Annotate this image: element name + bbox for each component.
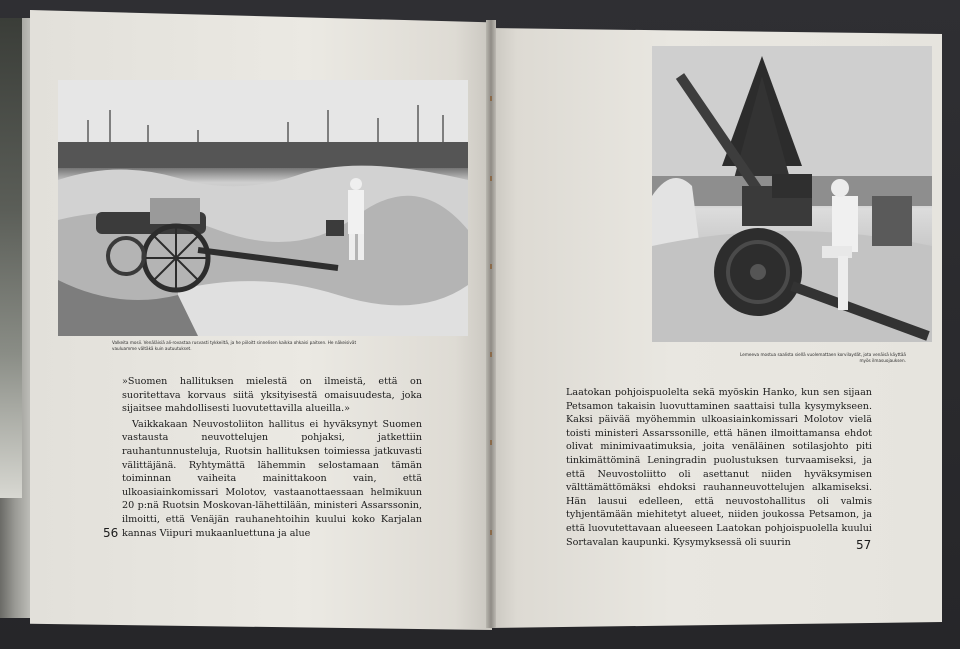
paragraph: »Suomen hallituksen mielestä on ilmeistä, että on suoritettava korvaus siitä yksityisestä omaisuudesta, joka sijaitsee mahdollisesti luovutettavilla alueilla.» <box>122 376 422 415</box>
paragraph: Vaikkakaan Neuvostoliiton hallitus ei hyväksynyt Suomen vastausta neuvottelujen pohjaksi, jatkettiin rauhantunnusteluja, Ruotsin hallituksen toimiessa jatkuvasti välittäjänä. Ryhtymättä lähemmin selostamaan tämän toiminnan vaiheita mainittakoon vain, että ulkoasiainkomissari Molotov, vastaanottaessaan helmikuun 20 p:nä Ruotsin Moskovan-lähettilään, ministeri Assarssonin, ilmoitti, että Venäjän rauhanehtoihin kuului koko Karjalan kannas Viipuri mukaanluettuna ja alue <box>122 418 422 539</box>
field-gun-illustration <box>58 80 468 336</box>
photo-caption: Valkeita mosii. Venäläisiä ali-rovastaa rusvasti tykkeiltä, ja he piiloitt sinnelisen kaikka ohkaisi paitsen. He näkeisivät vauluamme vältäkä kuin autuutukset. <box>112 340 357 351</box>
paragraph: Laatokan pohjoispuolelta sekä myöskin Hanko, kun sen sijaan Petsamon takaisin luovuttaminen saattaisi tulla kysymykseen. Kaksi päivää myöhemmin ulkoasiainkomissari Molotov vielä toisti ministeri Assarssonille, että hänen ilmoittamansa ehdot olivat minimivaatimuksia, joita venäläinen sotilasjohto piti tinkimättöminä Leningradin puolustuksen turvaamiseksi, ja että Neuvostoliitto oli asettanut niiden hyväksymisen välttämättömäksi ehdoksi rauhanneuvottelujen alkamiseksi. Hän lausui edelleen, että neuvostohallitus oli valmis tyhjentämään miehitetyt alueet, niiden joukossa Petsamon, ja että luovutettavaan alueeseen Laatokan pohjoispuolella kuului Sortavalan kaupunki. Kysymyksessä oli suurin <box>566 387 872 548</box>
binding-stitch <box>490 264 492 269</box>
howitzer-illustration <box>652 46 932 342</box>
underlying-photo-edge <box>0 18 22 498</box>
page-number: 57 <box>856 538 872 552</box>
binding-stitch <box>490 352 492 357</box>
photo-caption: Lemeeva mostua saalista siellä vuolemattaen korvilaydät, jota venäisä käyttää myös ilmasuojauksen. <box>740 352 906 363</box>
binding-stitch <box>490 440 492 445</box>
left-page-text <box>122 375 422 540</box>
howitzer-photo <box>652 46 932 342</box>
right-page-text <box>566 386 872 549</box>
binding-stitch <box>490 530 492 535</box>
binding-stitch <box>490 96 492 101</box>
binding-stitch <box>490 176 492 181</box>
field-gun-photo <box>58 80 468 336</box>
book-gutter <box>486 20 496 628</box>
page-number: 56 <box>103 526 119 540</box>
